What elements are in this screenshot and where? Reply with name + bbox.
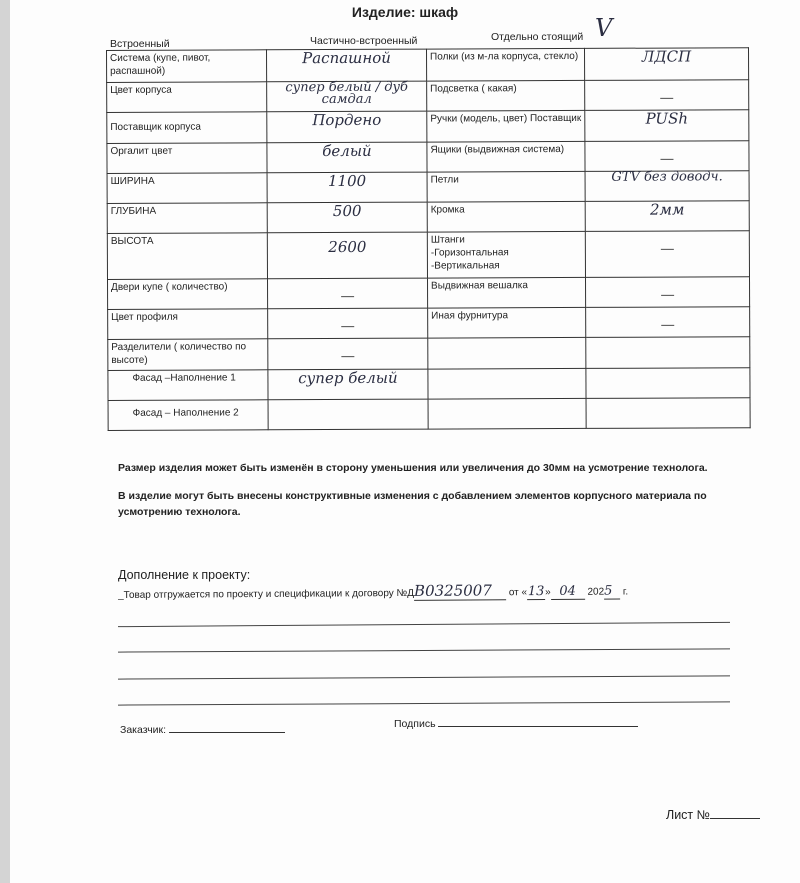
year-digit: 5 [604, 583, 620, 599]
cell-value: PUSh [585, 110, 749, 142]
cell-label: Цвет профиля [108, 309, 268, 340]
table-row [108, 398, 750, 431]
cell-label: Ручки (модель, цвет) Поставщик [427, 110, 585, 142]
cell-value: — [585, 277, 749, 308]
year-suffix: г. [622, 586, 629, 598]
cell-label: Подсветка ( какая) [427, 80, 585, 111]
specification-table [106, 47, 751, 431]
cell-value: 1100 [267, 172, 427, 203]
date-month: 04 [551, 584, 585, 600]
table-row [107, 171, 749, 204]
cell-label: Полки (из м-ла корпуса, стекло) [426, 48, 584, 81]
cell-value: супер белый / дуб самдал [267, 81, 427, 112]
table-row [107, 110, 749, 144]
table-row [108, 368, 750, 401]
cell-empty [428, 398, 586, 429]
cell-value: — [585, 80, 749, 111]
freestanding-checkmark: V [595, 14, 613, 42]
blank-line [118, 701, 730, 705]
cell-value: ЛДСП [584, 48, 748, 81]
cell-value: белый [267, 142, 427, 173]
table-row [107, 231, 749, 280]
cell-label: Оргалит цвет [107, 143, 267, 174]
cell-value: GTV без доводч. [585, 171, 749, 202]
option-built-in: Встроенный [110, 38, 170, 50]
cell-empty [586, 368, 750, 399]
cell-value: 2мм [585, 201, 749, 232]
cell-label: Фасад –Наполнение 1 [108, 370, 268, 401]
customer-label [120, 722, 285, 736]
cell-label: Штанги -Горизонтальная -Вертикальная [427, 231, 585, 278]
cell-value: — [268, 338, 428, 370]
cell-empty [586, 398, 750, 429]
cell-value: Пордено [267, 111, 427, 143]
cell-value: — [267, 278, 427, 309]
date-from-label: от « [508, 587, 528, 599]
cell-empty [586, 337, 750, 369]
cell-label: ГЛУБИНА [107, 203, 267, 234]
cell-label: ШИРИНА [107, 173, 267, 204]
cell-label: Петли [427, 171, 585, 202]
cell-value: — [586, 307, 750, 338]
addition-heading: Дополнение к проекту: [118, 568, 251, 582]
table-row [108, 307, 750, 340]
cell-value: — [585, 141, 749, 172]
year-prefix: 202 [587, 586, 605, 598]
sheet-number-label: Лист № [666, 808, 711, 822]
cell-label: Разделители ( количество по высоте) [108, 339, 268, 371]
addition-contract-line [118, 580, 628, 603]
date-day: 13 [527, 584, 545, 600]
customer-label-text: Заказчик: [120, 724, 167, 736]
cell-label: Цвет корпуса [107, 82, 267, 113]
scan-left-edge [0, 0, 10, 883]
sheet-number [666, 806, 760, 822]
cell-value: 500 [267, 202, 427, 233]
cell-empty [428, 368, 586, 399]
cell-label: Выдвижная вешалка [427, 277, 585, 308]
cell-value: супер белый [268, 369, 428, 400]
option-freestanding: Отдельно стоящий [491, 31, 584, 43]
cell-label: Фасад – Наполнение 2 [108, 400, 268, 431]
cell-label: Иная фурнитура [428, 307, 586, 338]
customer-signature-line [169, 722, 285, 733]
signature-line [438, 716, 638, 727]
addition-text: _Товар отгружается по проекту и спецификации к договору №Д [118, 587, 415, 601]
blank-line [118, 675, 730, 679]
cell-label: Кромка [427, 201, 585, 232]
table-row [107, 48, 749, 83]
cell-empty [428, 337, 586, 369]
signature-label [394, 716, 638, 730]
cell-value [268, 399, 428, 430]
cell-value: — [585, 231, 749, 278]
cell-value: Распашной [267, 49, 427, 82]
document-page [10, 0, 800, 883]
contract-number: В0325007 [414, 581, 506, 601]
signature-label-text: Подпись [394, 718, 436, 730]
table-row [108, 337, 750, 371]
option-semi-built-in: Частично-встроенный [310, 35, 418, 47]
cell-value: 2600 [267, 232, 427, 279]
blank-line [118, 648, 730, 652]
table-row [107, 80, 749, 113]
document-title: Изделие: шкаф [351, 4, 459, 20]
table-row [107, 201, 749, 234]
note-design-changes: В изделие могут быть внесены конструктивные изменения с добавлением элементов корпусного материала по усмотрению технолога. [118, 490, 707, 518]
table-row [108, 277, 750, 310]
cell-label: Ящики (выдвижная система) [427, 141, 585, 172]
note-size-tolerance: Размер изделия может быть изменён в сторону уменьшения или увеличения до 30мм на усмотрение технолога. [118, 462, 708, 474]
cell-label: ВЫСОТА [107, 233, 267, 280]
blank-line [118, 622, 730, 627]
table-row [107, 141, 749, 174]
date-separator: » [545, 586, 551, 599]
cell-label: Поставщик корпуса [107, 112, 267, 144]
cell-label: Система (купе, пивот, распашной) [107, 50, 267, 83]
cell-label: Двери купе ( количество) [108, 279, 268, 310]
cell-value: — [268, 308, 428, 339]
sheet-number-line [710, 806, 760, 819]
